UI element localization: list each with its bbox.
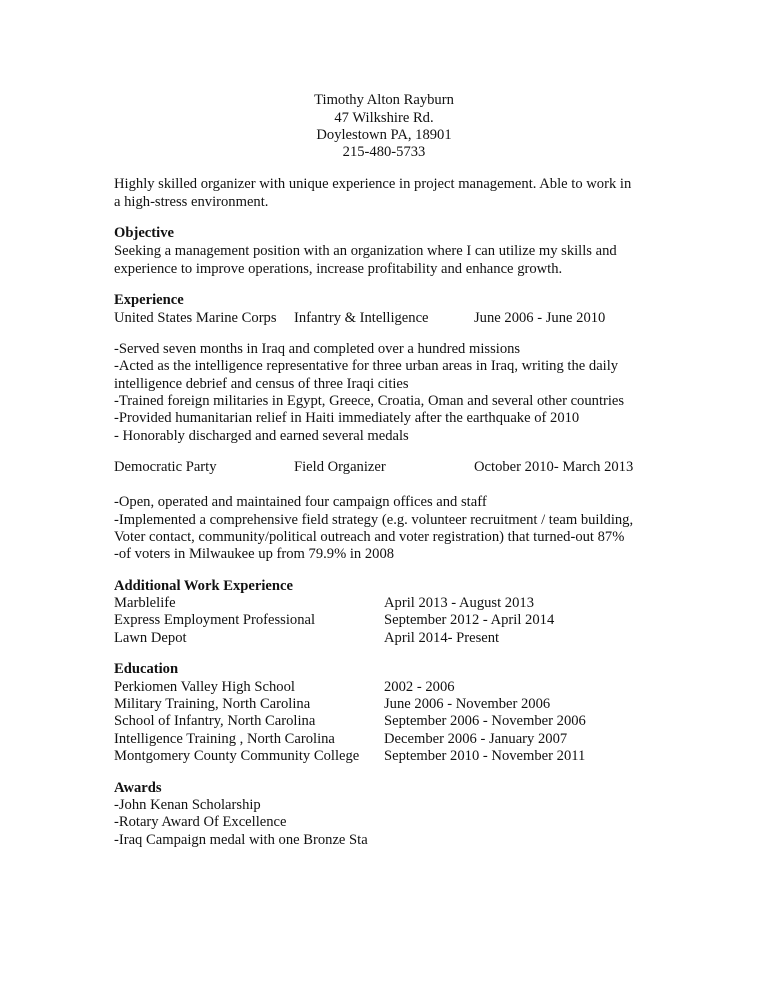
job-bullet: -Open, operated and maintained four campaign offices and staff — [114, 494, 487, 510]
job-dates: June 2006 - June 2010 — [474, 310, 606, 326]
job-role: Infantry & Intelligence — [294, 310, 429, 326]
education-dates: 2002 - 2006 — [384, 679, 455, 695]
objective-line: experience to improve operations, increase profitability and enhance growth. — [114, 261, 563, 277]
job-bullet: -Trained foreign militaries in Egypt, Greece, Croatia, Oman and several other countries — [114, 393, 625, 409]
award-item: -Rotary Award Of Excellence — [114, 814, 287, 830]
additional-work-dates: September 2012 - April 2014 — [384, 612, 555, 628]
applicant-name: Timothy Alton Rayburn — [314, 92, 454, 108]
award-item: -John Kenan Scholarship — [114, 797, 261, 813]
job-bullet: -Provided humanitarian relief in Haiti immediately after the earthquake of 2010 — [114, 410, 580, 426]
job-bullet: -Implemented a comprehensive field strategy (e.g. volunteer recruitment / team building, — [114, 512, 634, 528]
job-bullet: -Acted as the intelligence representative for three urban areas in Iraq, writing the daily — [114, 358, 619, 374]
job-role: Field Organizer — [294, 459, 386, 475]
job-bullet: -Served seven months in Iraq and completed over a hundred missions — [114, 341, 521, 357]
address-city: Doylestown PA, 18901 — [316, 127, 452, 143]
job-dates: October 2010- March 2013 — [474, 459, 634, 475]
education-dates: September 2006 - November 2006 — [384, 713, 586, 729]
summary-line: a high-stress environment. — [114, 194, 269, 210]
summary-line: Highly skilled organizer with unique experience in project management. Able to work in — [114, 176, 632, 192]
award-item: -Iraq Campaign medal with one Bronze Sta — [114, 832, 368, 848]
additional-work-dates: April 2014- Present — [384, 630, 500, 646]
education-school: Military Training, North Carolina — [114, 696, 311, 712]
phone-number: 215-480-5733 — [342, 144, 426, 160]
additional-work-name: Express Employment Professional — [114, 612, 316, 628]
job-bullet: Voter contact, community/political outreach and voter registration) that turned-out 87% — [114, 529, 625, 545]
education-school: Intelligence Training , North Carolina — [114, 731, 335, 747]
objective-heading: Objective — [114, 225, 174, 241]
education-school: Perkiomen Valley High School — [114, 679, 295, 695]
additional-work-dates: April 2013 - August 2013 — [384, 595, 534, 611]
job-org: United States Marine Corps — [114, 310, 277, 326]
job-bullet: intelligence debrief and census of three Iraqi cities — [114, 376, 409, 392]
job-bullet: -of voters in Milwaukee up from 79.9% in 2008 — [114, 546, 395, 562]
education-school: School of Infantry, North Carolina — [114, 713, 316, 729]
education-school: Montgomery County Community College — [114, 748, 360, 764]
address-street: 47 Wilkshire Rd. — [334, 110, 434, 126]
job-org: Democratic Party — [114, 459, 217, 475]
additional-work-name: Lawn Depot — [114, 630, 187, 646]
additional-work-name: Marblelife — [114, 595, 176, 611]
experience-heading: Experience — [114, 292, 184, 308]
job-bullet: - Honorably discharged and earned several medals — [114, 428, 409, 444]
awards-heading: Awards — [114, 780, 162, 796]
education-dates: December 2006 - January 2007 — [384, 731, 568, 747]
objective-line: Seeking a management position with an organization where I can utilize my skills and — [114, 243, 617, 259]
education-dates: September 2010 - November 2011 — [384, 748, 586, 764]
additional-work-heading: Additional Work Experience — [114, 578, 293, 594]
education-heading: Education — [114, 661, 179, 677]
education-dates: June 2006 - November 2006 — [384, 696, 551, 712]
